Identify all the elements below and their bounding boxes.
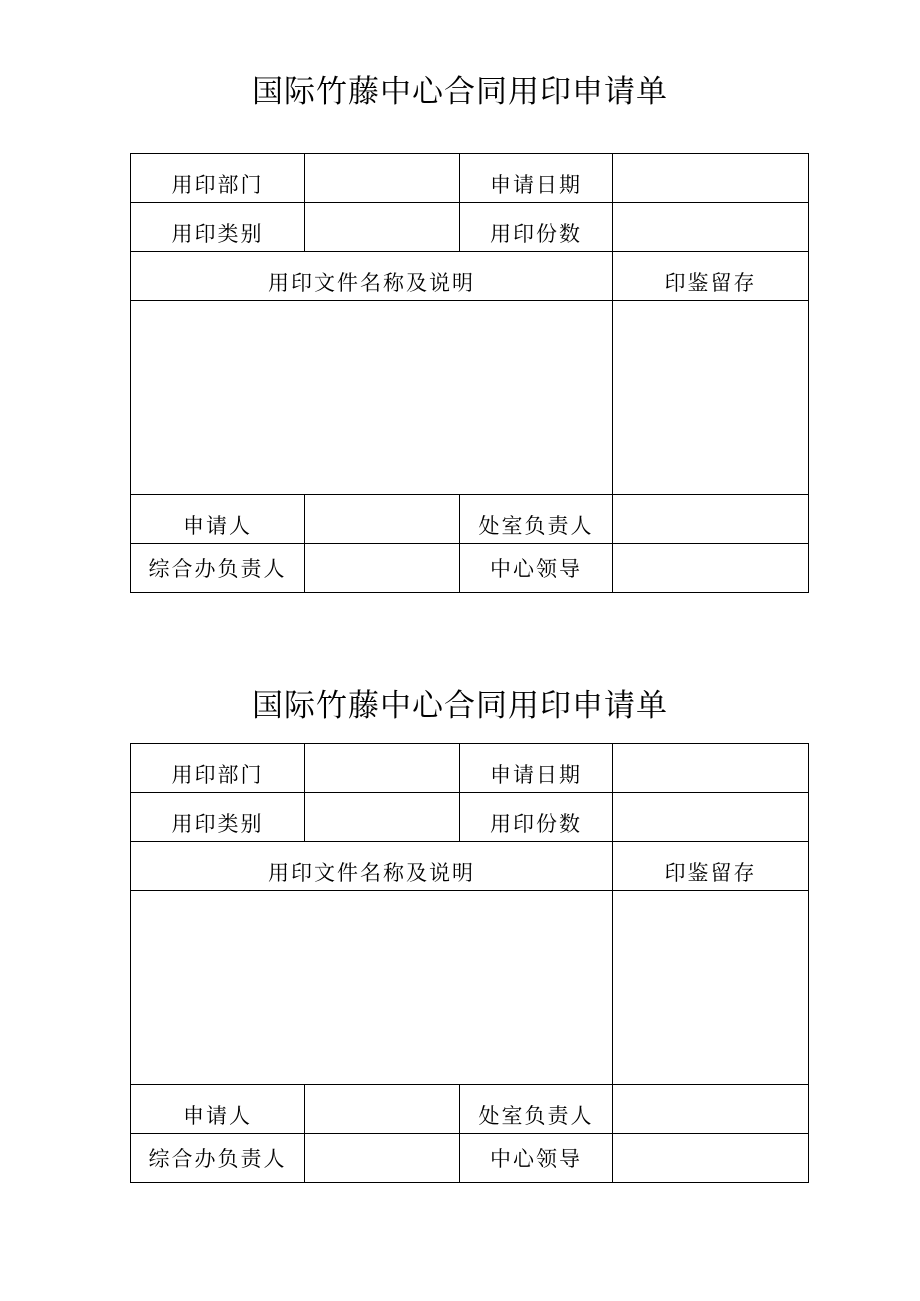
doc-name-desc-field[interactable]	[131, 301, 613, 495]
label-division-head: 处室负责人	[460, 1085, 613, 1134]
seal-type-field[interactable]	[305, 203, 460, 252]
label-seal-archive: 印鉴留存	[613, 252, 809, 301]
label-general-office-head: 综合办负责人	[131, 1134, 305, 1183]
copies-field[interactable]	[613, 203, 809, 252]
seal-archive-field[interactable]	[613, 891, 809, 1085]
form-title: 国际竹藤中心合同用印申请单	[252, 74, 668, 110]
seal-application-table	[130, 743, 809, 1183]
label-applicant: 申请人	[131, 495, 305, 544]
general-office-head-field[interactable]	[305, 1134, 460, 1183]
apply-date-field[interactable]	[613, 154, 809, 203]
label-seal-type: 用印类别	[131, 203, 305, 252]
department-field[interactable]	[305, 154, 460, 203]
department-field[interactable]	[305, 744, 460, 793]
applicant-field[interactable]	[305, 1085, 460, 1134]
division-head-field[interactable]	[613, 1085, 809, 1134]
seal-archive-field[interactable]	[613, 301, 809, 495]
center-leader-field[interactable]	[613, 544, 809, 593]
label-seal-archive: 印鉴留存	[613, 842, 809, 891]
applicant-field[interactable]	[305, 495, 460, 544]
label-copies: 用印份数	[460, 203, 613, 252]
label-seal-type: 用印类别	[131, 793, 305, 842]
form-title: 国际竹藤中心合同用印申请单	[252, 688, 668, 724]
label-copies: 用印份数	[460, 793, 613, 842]
apply-date-field[interactable]	[613, 744, 809, 793]
seal-type-field[interactable]	[305, 793, 460, 842]
label-division-head: 处室负责人	[460, 495, 613, 544]
center-leader-field[interactable]	[613, 1134, 809, 1183]
seal-application-table	[130, 153, 809, 593]
general-office-head-field[interactable]	[305, 544, 460, 593]
division-head-field[interactable]	[613, 495, 809, 544]
label-doc-name-desc: 用印文件名称及说明	[131, 252, 613, 301]
label-department: 用印部门	[131, 154, 305, 203]
doc-name-desc-field[interactable]	[131, 891, 613, 1085]
label-center-leader: 中心领导	[460, 544, 613, 593]
copies-field[interactable]	[613, 793, 809, 842]
label-apply-date: 申请日期	[460, 154, 613, 203]
label-apply-date: 申请日期	[460, 744, 613, 793]
label-general-office-head: 综合办负责人	[131, 544, 305, 593]
label-doc-name-desc: 用印文件名称及说明	[131, 842, 613, 891]
label-center-leader: 中心领导	[460, 1134, 613, 1183]
label-applicant: 申请人	[131, 1085, 305, 1134]
label-department: 用印部门	[131, 744, 305, 793]
